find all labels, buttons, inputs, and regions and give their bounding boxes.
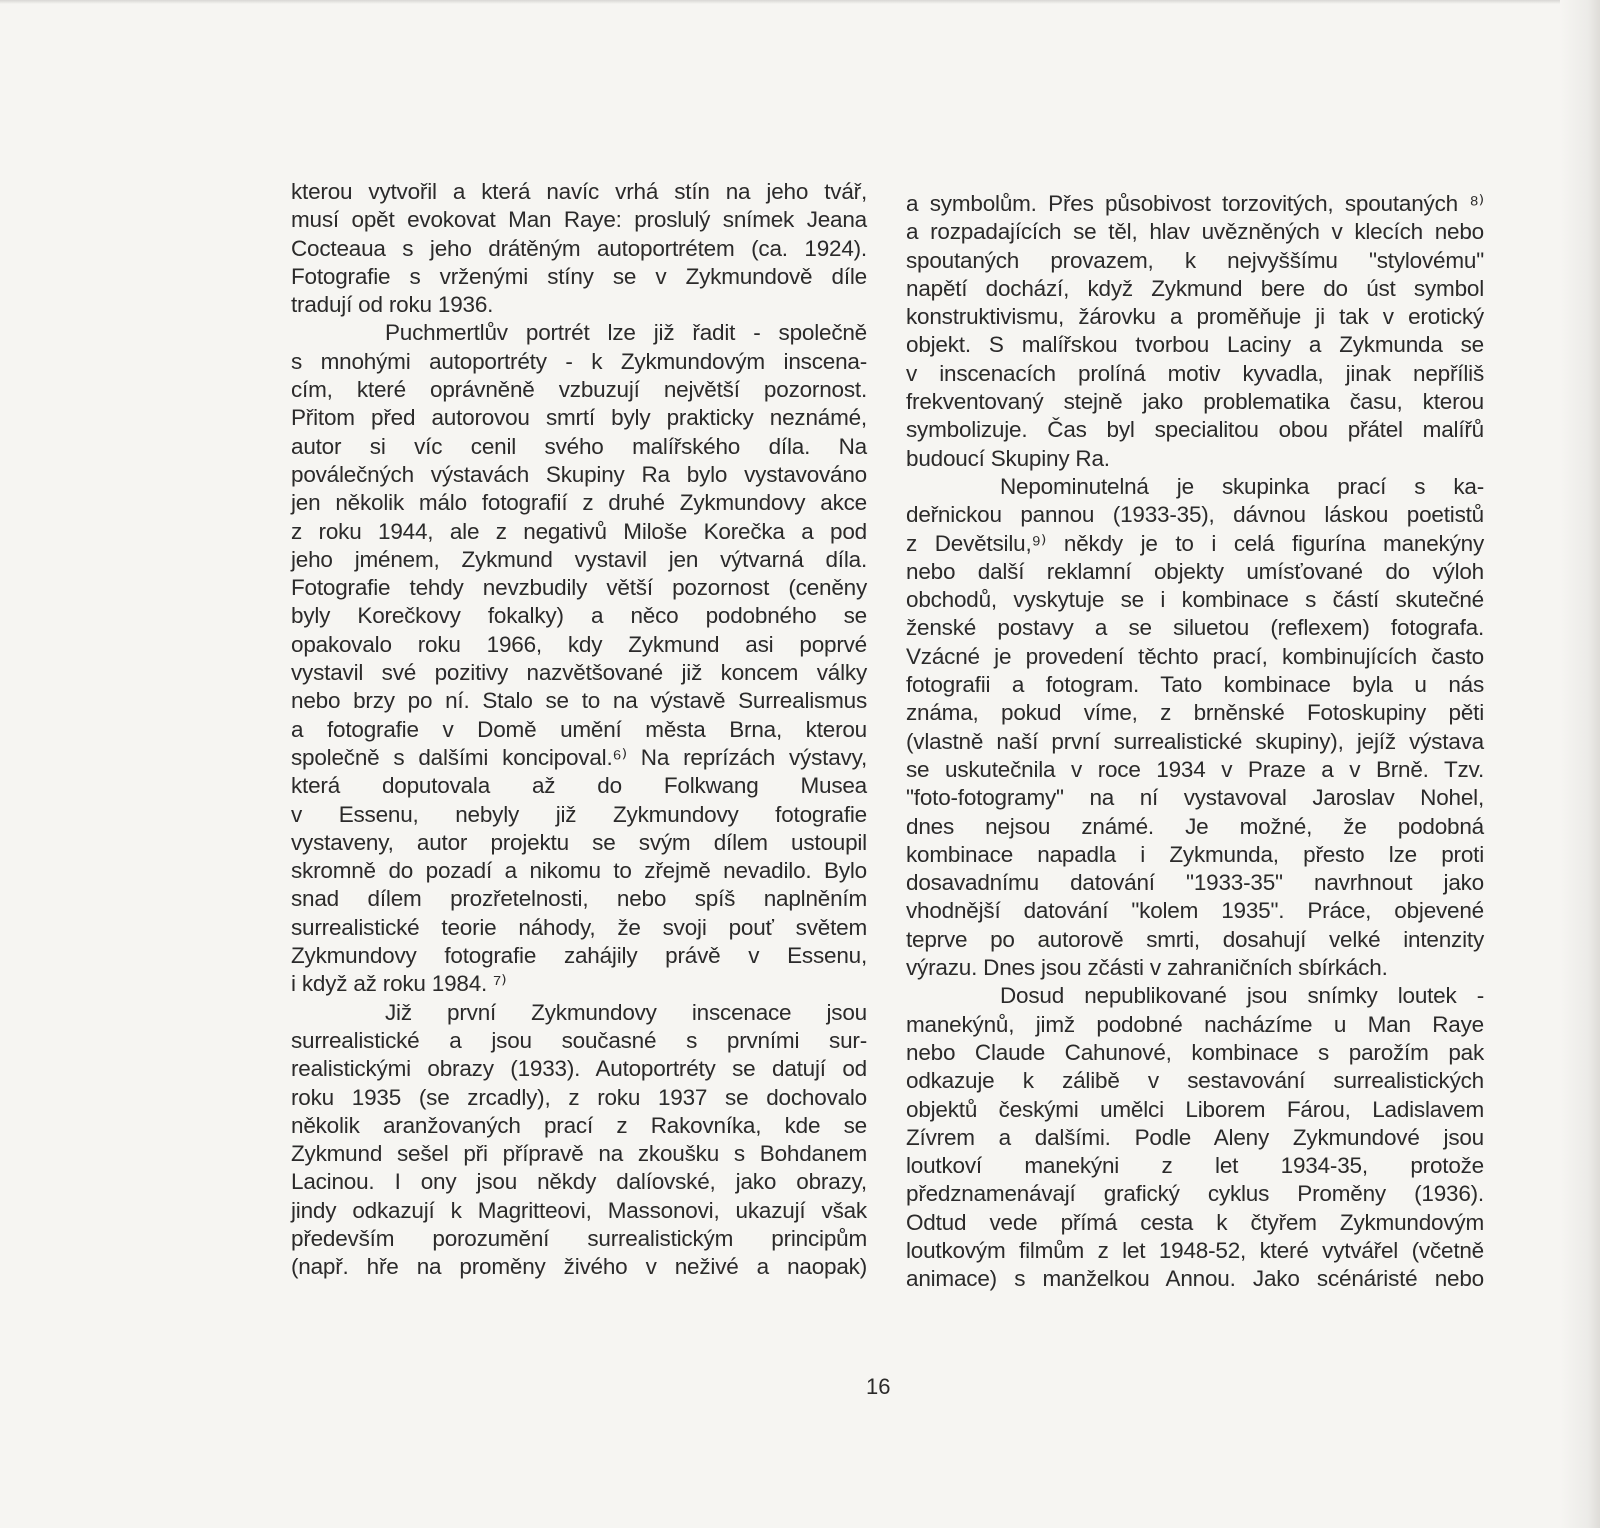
text-column-left xyxy=(291,178,867,1282)
text-line: teprve po autorově smrti, dosahují velké intenzity xyxy=(906,926,1484,952)
text-line: fotografii a fotogram. Tato kombinace byla u nás xyxy=(906,672,1484,698)
text-line: napětí dochází, když Zykmund bere do úst symbol xyxy=(906,275,1484,301)
text-line: budoucí Skupiny Ra. xyxy=(906,445,1110,471)
text-line: společně s dalšími koncipoval.⁶⁾ Na reprízách výstavy, xyxy=(291,744,867,770)
text-line: obchodů, vyskytuje se i kombinace s částí skutečné xyxy=(906,587,1484,613)
text-line: snad dílem prozřetelnosti, nebo spíš naplněním xyxy=(291,886,867,912)
text-line: opakovalo roku 1966, kdy Zykmund asi poprvé xyxy=(291,631,867,657)
text-line: surrealistické teorie náhody, že svoji pouť světem xyxy=(291,914,867,940)
text-line: předznamenávají grafický cyklus Proměny (1936). xyxy=(906,1181,1484,1207)
text-line: kombinace napadla i Zykmunda, přesto lze proti xyxy=(906,841,1484,867)
text-line: manekýnů, jimž podobné nacházíme u Man Raye xyxy=(906,1011,1484,1037)
paragraph-first-line: Nepominutelná je skupinka prací s ka- xyxy=(1000,473,1484,499)
scan-edge-top xyxy=(0,0,1600,4)
text-line: autor si víc cenil svého malířského díla. Na xyxy=(291,433,867,459)
text-line: Přitom před autorovou smrtí byly prakticky neznámé, xyxy=(291,405,867,431)
text-line: se uskutečnila v roce 1934 v Praze a v Brně. Tzv. xyxy=(906,756,1484,782)
text-line: Fotografie s vrženými stíny se v Zykmundově díle xyxy=(291,263,867,289)
scan-edge-right xyxy=(1560,0,1600,1528)
text-line: symbolizuje. Čas byl specialitou obou přátel malířů xyxy=(906,417,1484,443)
text-line: jen několik málo fotografií z druhé Zykmundovy akce xyxy=(291,490,867,516)
text-line: roku 1935 (se zrcadly), z roku 1937 se dochovalo xyxy=(291,1084,867,1110)
text-line: známa, pokud víme, z brněnské Fotoskupiny pěti xyxy=(906,700,1484,726)
text-column-right xyxy=(906,190,1484,1294)
text-line: Vzácné je provedení těchto prací, kombinujících často xyxy=(906,643,1484,669)
text-line: musí opět evokovat Man Raye: proslulý snímek Jeana xyxy=(291,207,867,233)
text-line: jeho jménem, Zykmund vystavil jen výtvarná díla. xyxy=(291,546,867,572)
text-line: vhodnější datování "kolem 1935". Práce, objevené xyxy=(906,898,1484,924)
text-line: která doputovala až do Folkwang Musea xyxy=(291,773,867,799)
text-line: (vlastně naší první surrealistické skupiny), jejíž výstava xyxy=(906,728,1484,754)
text-line: a symbolům. Přes působivost torzovitých, spoutaných ⁸⁾ xyxy=(906,191,1484,216)
page-number: 16 xyxy=(866,1374,891,1399)
text-line: konstruktivismu, žárovku a proměňuje ji tak v erotický xyxy=(906,304,1484,330)
paragraph-first-line: Dosud nepublikované jsou snímky loutek - xyxy=(1000,983,1484,1009)
text-line: Odtud vede přímá cesta k čtyřem Zykmundovým xyxy=(906,1209,1484,1235)
text-line: nebo další reklamní objekty umísťované do výloh xyxy=(906,558,1484,584)
text-line: "foto-fotogramy" na ní vystavoval Jaroslav Nohel, xyxy=(906,785,1484,811)
text-line: Zívrem a dalšími. Podle Aleny Zykmundové jsou xyxy=(906,1124,1484,1150)
text-line: objektů českými umělci Liborem Fárou, Ladislavem xyxy=(906,1096,1484,1122)
text-line: nebo brzy po ní. Stalo se to na výstavě Surrealismus xyxy=(291,688,867,714)
text-line: dnes nejsou známé. Je možné, že podobná xyxy=(906,813,1484,839)
text-line: dosavadnímu datování "1933-35" navrhnout jako xyxy=(906,870,1484,896)
text-line: výrazu. Dnes jsou zčásti v zahraničních sbírkách. xyxy=(906,955,1388,981)
text-line: i když až roku 1984. ⁷⁾ xyxy=(291,971,507,997)
text-line: deřnickou pannou (1933-35), dávnou láskou poetistů xyxy=(906,502,1484,528)
text-line: nebo Claude Cahunové, kombinace s parožím pak xyxy=(906,1039,1484,1065)
text-line: loutkovým filmům z let 1948-52, které vytvářel (včetně xyxy=(906,1237,1484,1263)
text-line: s mnohými autoportréty - k Zykmundovým inscena- xyxy=(291,348,867,374)
text-line: realistickými obrazy (1933). Autoportréty se datují od xyxy=(291,1056,867,1082)
text-line: skromně do pozadí a nikomu to zřejmě nevadilo. Bylo xyxy=(291,858,867,884)
text-line: a rozpadajících se těl, hlav uvězněných v klecích nebo xyxy=(906,219,1484,245)
text-line: několik aranžovaných prací z Rakovníka, kde se xyxy=(291,1112,867,1138)
text-line: z Devětsilu,⁹⁾ někdy je to i celá figurína manekýny xyxy=(906,530,1484,556)
text-line: surrealistické a jsou současné s prvními sur- xyxy=(291,1027,867,1053)
text-line: loutkoví manekýni z let 1934-35, protože xyxy=(906,1153,1484,1179)
paragraph-first-line: Puchmertlův portrét lze již řadit - společně xyxy=(385,320,867,346)
text-line: Cocteaua s jeho drátěným autoportrétem (ca. 1924). xyxy=(291,235,867,261)
text-line: poválečných výstavách Skupiny Ra bylo vystavováno xyxy=(291,461,867,487)
text-line: Lacinou. I ony jsou někdy dalíovské, jako obrazy, xyxy=(291,1169,867,1195)
text-line: a fotografie v Domě umění města Brna, kterou xyxy=(291,716,867,742)
text-line: (např. hře na proměny živého v neživé a naopak) xyxy=(291,1254,867,1280)
text-line: Fotografie tehdy nevzbudily větší pozornost (ceněny xyxy=(291,575,867,601)
text-line: objekt. S malířskou tvorbou Laciny a Zykmunda se xyxy=(906,332,1484,358)
text-line: byly Korečkovy fokalky) a něco podobného se xyxy=(291,603,867,629)
text-line: vystaveny, autor projektu se svým dílem ustoupil xyxy=(291,829,867,855)
text-line: z roku 1944, ale z negativů Miloše Korečka a pod xyxy=(291,518,867,544)
text-line: animace) s manželkou Annou. Jako scénáristé nebo xyxy=(906,1266,1484,1292)
text-line: jindy odkazují k Magritteovi, Massonovi, ukazují však xyxy=(291,1197,867,1223)
text-line: spoutaných provazem, k nejvyššímu "stylovému" xyxy=(906,247,1484,273)
text-line: v Essenu, nebyly již Zykmundovy fotografie xyxy=(291,801,867,827)
text-line: ženské postavy a se siluetou (reflexem) fotografa. xyxy=(906,615,1484,641)
text-line: vystavil své pozitivy nazvětšované již koncem války xyxy=(291,660,867,686)
text-line: frekventovaný stejně jako problematika času, kterou xyxy=(906,389,1484,415)
paragraph-first-line: Již první Zykmundovy inscenace jsou xyxy=(385,999,867,1025)
text-line: především porozumění surrealistickým principům xyxy=(291,1225,867,1251)
text-line: cím, které oprávněně vzbuzují největší pozornost. xyxy=(291,377,867,403)
text-line: v inscenacích prolíná motiv kyvadla, jinak nepříliš xyxy=(906,360,1484,386)
text-line: odkazuje k zálibě v sestavování surrealistických xyxy=(906,1068,1484,1094)
text-line: tradují od roku 1936. xyxy=(291,292,494,318)
text-line: Zykmund sešel při přípravě na zkoušku s Bohdanem xyxy=(291,1141,867,1167)
text-line: kterou vytvořil a která navíc vrhá stín na jeho tvář, xyxy=(291,179,867,204)
text-line: Zykmundovy fotografie zahájily právě v Essenu, xyxy=(291,943,867,969)
